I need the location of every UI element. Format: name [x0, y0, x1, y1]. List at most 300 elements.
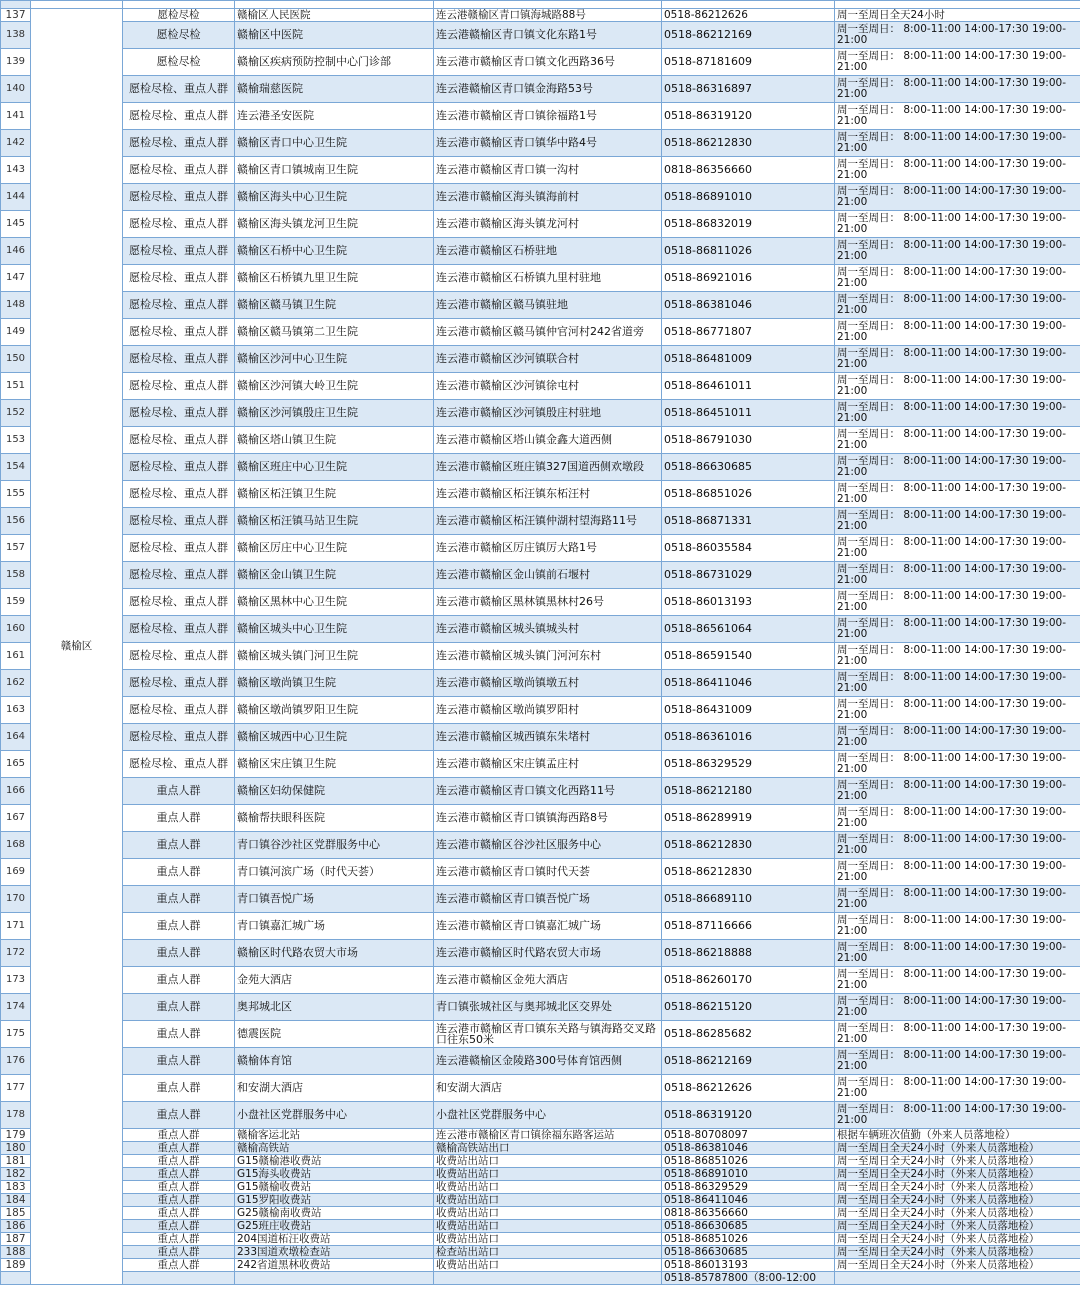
- hours-cell[interactable]: 周一至周日全天24小时（外来人员落地检）: [835, 1220, 1080, 1233]
- address-cell[interactable]: 连云港市赣榆区青口镇华中路4号: [434, 130, 662, 157]
- address-cell[interactable]: 连云港赣榆区金陵路300号体育馆西侧: [434, 1048, 662, 1075]
- phone-cell[interactable]: 0518-86285682: [662, 1021, 835, 1048]
- type-cell[interactable]: 重点人群: [123, 859, 235, 886]
- row-number[interactable]: 142: [1, 130, 31, 157]
- name-cell[interactable]: 赣榆区赣马镇第二卫生院: [235, 319, 434, 346]
- type-cell[interactable]: 重点人群: [123, 1129, 235, 1142]
- phone-cell[interactable]: 0518-80708097: [662, 1129, 835, 1142]
- phone-cell[interactable]: 0518-86013193: [662, 589, 835, 616]
- hours-cell[interactable]: 周一至周日： 8:00-11:00 14:00-17:30 19:00-21:00: [835, 724, 1080, 751]
- phone-cell[interactable]: 0518-86319120: [662, 103, 835, 130]
- row-number[interactable]: 186: [1, 1220, 31, 1233]
- phone-cell[interactable]: 0518-86361016: [662, 724, 835, 751]
- address-cell[interactable]: 收费站出站口: [434, 1194, 662, 1207]
- row-number[interactable]: 153: [1, 427, 31, 454]
- hours-cell[interactable]: 周一至周日： 8:00-11:00 14:00-17:30 19:00-21:00: [835, 346, 1080, 373]
- type-cell[interactable]: 愿检尽检、重点人群: [123, 346, 235, 373]
- name-cell[interactable]: 赣榆区人民医院: [235, 9, 434, 22]
- row-number[interactable]: 174: [1, 994, 31, 1021]
- hours-cell[interactable]: 周一至周日： 8:00-11:00 14:00-17:30 19:00-21:00: [835, 184, 1080, 211]
- row-number[interactable]: 145: [1, 211, 31, 238]
- name-cell[interactable]: 赣榆区柘汪镇卫生院: [235, 481, 434, 508]
- hours-cell[interactable]: 周一至周日： 8:00-11:00 14:00-17:30 19:00-21:00: [835, 913, 1080, 940]
- hours-cell[interactable]: 周一至周日： 8:00-11:00 14:00-17:30 19:00-21:00: [835, 76, 1080, 103]
- hours-cell[interactable]: 周一至周日： 8:00-11:00 14:00-17:30 19:00-21:00: [835, 454, 1080, 481]
- address-cell[interactable]: 连云港市赣榆区青口镇时代天荟: [434, 859, 662, 886]
- hours-cell[interactable]: 周一至周日： 8:00-11:00 14:00-17:30 19:00-21:00: [835, 400, 1080, 427]
- hours-cell[interactable]: 周一至周日全天24小时（外来人员落地检）: [835, 1194, 1080, 1207]
- name-cell[interactable]: 赣榆区赣马镇卫生院: [235, 292, 434, 319]
- type-cell[interactable]: 愿检尽检、重点人群: [123, 508, 235, 535]
- row-number[interactable]: 182: [1, 1168, 31, 1181]
- name-cell[interactable]: 赣榆体育馆: [235, 1048, 434, 1075]
- name-cell[interactable]: 赣榆区宋庄镇卫生院: [235, 751, 434, 778]
- address-cell[interactable]: 连云港市赣榆区墩尚镇罗阳村: [434, 697, 662, 724]
- name-cell[interactable]: 赣榆区沙河中心卫生院: [235, 346, 434, 373]
- type-cell[interactable]: 愿检尽检、重点人群: [123, 103, 235, 130]
- type-cell[interactable]: 愿检尽检、重点人群: [123, 535, 235, 562]
- type-cell[interactable]: 愿检尽检、重点人群: [123, 697, 235, 724]
- type-cell[interactable]: 愿检尽检、重点人群: [123, 130, 235, 157]
- address-cell[interactable]: 连云港市赣榆区柘汪镇仲湖村望海路11号: [434, 508, 662, 535]
- type-cell[interactable]: 重点人群: [123, 805, 235, 832]
- name-cell[interactable]: G15赣榆港收费站: [235, 1155, 434, 1168]
- address-cell[interactable]: 连云港市赣榆区沙河镇殷庄村驻地: [434, 400, 662, 427]
- row-number[interactable]: 147: [1, 265, 31, 292]
- hours-cell[interactable]: 周一至周日全天24小时（外来人员落地检）: [835, 1155, 1080, 1168]
- phone-cell[interactable]: 0518-86215120: [662, 994, 835, 1021]
- row-number[interactable]: 141: [1, 103, 31, 130]
- row-number[interactable]: 152: [1, 400, 31, 427]
- hours-cell[interactable]: 周一至周日： 8:00-11:00 14:00-17:30 19:00-21:00: [835, 562, 1080, 589]
- phone-cell[interactable]: 0518-86481009: [662, 346, 835, 373]
- address-cell[interactable]: 收费站出站口: [434, 1155, 662, 1168]
- hours-cell[interactable]: 周一至周日全天24小时: [835, 9, 1080, 22]
- type-cell[interactable]: 愿检尽检、重点人群: [123, 751, 235, 778]
- name-cell[interactable]: 青口镇吾悦广场: [235, 886, 434, 913]
- name-cell[interactable]: 赣榆区墩尚镇罗阳卫生院: [235, 697, 434, 724]
- row-number[interactable]: 176: [1, 1048, 31, 1075]
- address-cell[interactable]: 和安湖大酒店: [434, 1075, 662, 1102]
- address-cell[interactable]: 连云港市赣榆区沙河镇联合村: [434, 346, 662, 373]
- type-cell[interactable]: 愿检尽检、重点人群: [123, 427, 235, 454]
- type-cell[interactable]: 重点人群: [123, 832, 235, 859]
- phone-cell[interactable]: 0518-86013193: [662, 1259, 835, 1272]
- type-cell[interactable]: 愿检尽检、重点人群: [123, 724, 235, 751]
- phone-cell[interactable]: 0518-86630685: [662, 1220, 835, 1233]
- name-cell[interactable]: 赣榆区妇幼保健院: [235, 778, 434, 805]
- hours-cell[interactable]: 周一至周日： 8:00-11:00 14:00-17:30 19:00-21:00: [835, 778, 1080, 805]
- row-number[interactable]: [1, 1272, 31, 1285]
- phone-cell[interactable]: 0518-86851026: [662, 1155, 835, 1168]
- hours-cell[interactable]: 周一至周日： 8:00-11:00 14:00-17:30 19:00-21:00: [835, 508, 1080, 535]
- address-cell[interactable]: 收费站出站口: [434, 1220, 662, 1233]
- address-cell[interactable]: 连云港赣榆区青口镇海城路88号: [434, 9, 662, 22]
- type-cell[interactable]: 重点人群: [123, 1194, 235, 1207]
- address-cell[interactable]: 连云港市赣榆区黑林镇黑林村26号: [434, 589, 662, 616]
- phone-cell[interactable]: 0518-86891010: [662, 1168, 835, 1181]
- type-cell[interactable]: 愿检尽检、重点人群: [123, 481, 235, 508]
- address-cell[interactable]: 连云港市赣榆区青口镇一沟村: [434, 157, 662, 184]
- name-cell[interactable]: 赣榆区海头中心卫生院: [235, 184, 434, 211]
- address-cell[interactable]: 连云港市赣榆区沙河镇徐屯村: [434, 373, 662, 400]
- phone-cell[interactable]: [662, 1, 835, 9]
- type-cell[interactable]: 重点人群: [123, 778, 235, 805]
- phone-cell[interactable]: 0518-86811026: [662, 238, 835, 265]
- type-cell[interactable]: 愿检尽检、重点人群: [123, 616, 235, 643]
- row-number[interactable]: 140: [1, 76, 31, 103]
- row-number[interactable]: 138: [1, 22, 31, 49]
- row-number[interactable]: 146: [1, 238, 31, 265]
- name-cell[interactable]: 204国道柘汪收费站: [235, 1233, 434, 1246]
- phone-cell[interactable]: 0518-86035584: [662, 535, 835, 562]
- address-cell[interactable]: 检查站出站口: [434, 1246, 662, 1259]
- name-cell[interactable]: [235, 1, 434, 9]
- row-number[interactable]: 183: [1, 1181, 31, 1194]
- hours-cell[interactable]: 周一至周日： 8:00-11:00 14:00-17:30 19:00-21:00: [835, 805, 1080, 832]
- type-cell[interactable]: 重点人群: [123, 967, 235, 994]
- row-number[interactable]: 156: [1, 508, 31, 535]
- phone-cell[interactable]: 0518-86891010: [662, 184, 835, 211]
- hours-cell[interactable]: 周一至周日： 8:00-11:00 14:00-17:30 19:00-21:00: [835, 886, 1080, 913]
- hours-cell[interactable]: 周一至周日全天24小时（外来人员落地检）: [835, 1246, 1080, 1259]
- hours-cell[interactable]: 周一至周日全天24小时（外来人员落地检）: [835, 1259, 1080, 1272]
- phone-cell[interactable]: 0518-86731029: [662, 562, 835, 589]
- name-cell[interactable]: 连云港圣安医院: [235, 103, 434, 130]
- type-cell[interactable]: 重点人群: [123, 1220, 235, 1233]
- row-number[interactable]: 161: [1, 643, 31, 670]
- address-cell[interactable]: 连云港市赣榆区赣马镇驻地: [434, 292, 662, 319]
- phone-cell[interactable]: 0518-86689110: [662, 886, 835, 913]
- name-cell[interactable]: 赣榆瑞慈医院: [235, 76, 434, 103]
- address-cell[interactable]: 连云港市赣榆区青口镇徐福东路客运站: [434, 1129, 662, 1142]
- phone-cell[interactable]: 0518-86212169: [662, 1048, 835, 1075]
- row-number[interactable]: 162: [1, 670, 31, 697]
- district-cell[interactable]: 赣榆区: [31, 9, 123, 1285]
- type-cell[interactable]: 愿检尽检、重点人群: [123, 562, 235, 589]
- row-number[interactable]: 158: [1, 562, 31, 589]
- address-cell[interactable]: 连云港市赣榆区墩尚镇墩五村: [434, 670, 662, 697]
- phone-cell[interactable]: 0518-86319120: [662, 1102, 835, 1129]
- name-cell[interactable]: 青口镇谷沙社区党群服务中心: [235, 832, 434, 859]
- type-cell[interactable]: 愿检尽检、重点人群: [123, 184, 235, 211]
- type-cell[interactable]: 重点人群: [123, 1181, 235, 1194]
- row-number[interactable]: 150: [1, 346, 31, 373]
- row-number[interactable]: 151: [1, 373, 31, 400]
- row-number[interactable]: 139: [1, 49, 31, 76]
- hours-cell[interactable]: 周一至周日全天24小时（外来人员落地检）: [835, 1233, 1080, 1246]
- type-cell[interactable]: 重点人群: [123, 913, 235, 940]
- name-cell[interactable]: 赣榆区柘汪镇马站卫生院: [235, 508, 434, 535]
- row-number[interactable]: 137: [1, 9, 31, 22]
- hours-cell[interactable]: 周一至周日： 8:00-11:00 14:00-17:30 19:00-21:00: [835, 697, 1080, 724]
- type-cell[interactable]: 愿检尽检、重点人群: [123, 265, 235, 292]
- phone-cell[interactable]: 0518-86316897: [662, 76, 835, 103]
- phone-cell[interactable]: 0518-86791030: [662, 427, 835, 454]
- hours-cell[interactable]: 根据车辆班次值勤（外来人员落地检）: [835, 1129, 1080, 1142]
- type-cell[interactable]: 愿检尽检: [123, 49, 235, 76]
- name-cell[interactable]: 赣榆区墩尚镇卫生院: [235, 670, 434, 697]
- name-cell[interactable]: 赣榆区海头镇龙河卫生院: [235, 211, 434, 238]
- name-cell[interactable]: 赣榆客运北站: [235, 1129, 434, 1142]
- address-cell[interactable]: 连云港市赣榆区班庄镇327国道西侧欢墩段: [434, 454, 662, 481]
- phone-cell[interactable]: 0518-86381046: [662, 1142, 835, 1155]
- name-cell[interactable]: 赣榆区金山镇卫生院: [235, 562, 434, 589]
- address-cell[interactable]: 连云港市赣榆区厉庄镇厉大路1号: [434, 535, 662, 562]
- address-cell[interactable]: 连云港市赣榆区塔山镇金鑫大道西侧: [434, 427, 662, 454]
- name-cell[interactable]: 赣榆区塔山镇卫生院: [235, 427, 434, 454]
- row-number[interactable]: 184: [1, 1194, 31, 1207]
- row-number[interactable]: 175: [1, 1021, 31, 1048]
- type-cell[interactable]: 愿检尽检、重点人群: [123, 400, 235, 427]
- name-cell[interactable]: G15赣榆收费站: [235, 1181, 434, 1194]
- address-cell[interactable]: 连云港市赣榆区柘汪镇东柘汪村: [434, 481, 662, 508]
- address-cell[interactable]: 连云港市赣榆区青口镇嘉汇城广场: [434, 913, 662, 940]
- phone-cell[interactable]: 0518-86260170: [662, 967, 835, 994]
- phone-cell[interactable]: 0518-86591540: [662, 643, 835, 670]
- row-number[interactable]: 188: [1, 1246, 31, 1259]
- address-cell[interactable]: 连云港市赣榆区青口镇镇海西路8号: [434, 805, 662, 832]
- name-cell[interactable]: 赣榆区黑林中心卫生院: [235, 589, 434, 616]
- phone-cell[interactable]: 0518-86832019: [662, 211, 835, 238]
- type-cell[interactable]: [123, 1272, 235, 1285]
- phone-cell[interactable]: 0518-86212180: [662, 778, 835, 805]
- phone-cell[interactable]: 0518-86871331: [662, 508, 835, 535]
- phone-cell[interactable]: 0518-86212830: [662, 130, 835, 157]
- row-number[interactable]: 149: [1, 319, 31, 346]
- row-number[interactable]: 165: [1, 751, 31, 778]
- name-cell[interactable]: G25赣榆南收费站: [235, 1207, 434, 1220]
- address-cell[interactable]: 收费站出站口: [434, 1233, 662, 1246]
- address-cell[interactable]: 连云港市赣榆区谷沙社区服务中心: [434, 832, 662, 859]
- phone-cell[interactable]: 0518-86329529: [662, 751, 835, 778]
- phone-cell[interactable]: 0518-86431009: [662, 697, 835, 724]
- hours-cell[interactable]: 周一至周日： 8:00-11:00 14:00-17:30 19:00-21:00: [835, 49, 1080, 76]
- row-number[interactable]: 155: [1, 481, 31, 508]
- hours-cell[interactable]: 周一至周日： 8:00-11:00 14:00-17:30 19:00-21:00: [835, 292, 1080, 319]
- name-cell[interactable]: 赣榆高铁站: [235, 1142, 434, 1155]
- address-cell[interactable]: 连云港市赣榆区赣马镇仲官河村242省道旁: [434, 319, 662, 346]
- address-cell[interactable]: 收费站出站口: [434, 1181, 662, 1194]
- phone-cell[interactable]: 0518-86218888: [662, 940, 835, 967]
- address-cell[interactable]: 连云港市赣榆区青口镇吾悦广场: [434, 886, 662, 913]
- name-cell[interactable]: 赣榆区石桥中心卫生院: [235, 238, 434, 265]
- row-number[interactable]: 189: [1, 1259, 31, 1272]
- type-cell[interactable]: 愿检尽检、重点人群: [123, 373, 235, 400]
- hours-cell[interactable]: 周一至周日： 8:00-11:00 14:00-17:30 19:00-21:00: [835, 157, 1080, 184]
- name-cell[interactable]: 赣榆区城头镇门河卫生院: [235, 643, 434, 670]
- row-number[interactable]: 180: [1, 1142, 31, 1155]
- phone-cell[interactable]: 0518-86289919: [662, 805, 835, 832]
- hours-cell[interactable]: [835, 1, 1080, 9]
- address-cell[interactable]: 小盘社区党群服务中心: [434, 1102, 662, 1129]
- address-cell[interactable]: 连云港市赣榆区金山镇前石堰村: [434, 562, 662, 589]
- row-number[interactable]: 185: [1, 1207, 31, 1220]
- address-cell[interactable]: 赣榆高铁站出口: [434, 1142, 662, 1155]
- hours-cell[interactable]: 周一至周日： 8:00-11:00 14:00-17:30 19:00-21:00: [835, 130, 1080, 157]
- hours-cell[interactable]: 周一至周日： 8:00-11:00 14:00-17:30 19:00-21:00: [835, 589, 1080, 616]
- address-cell[interactable]: 连云港市赣榆区石桥镇九里村驻地: [434, 265, 662, 292]
- row-number[interactable]: 166: [1, 778, 31, 805]
- row-number[interactable]: 171: [1, 913, 31, 940]
- phone-cell[interactable]: 0518-86411046: [662, 670, 835, 697]
- row-number[interactable]: 181: [1, 1155, 31, 1168]
- name-cell[interactable]: 赣榆区城头中心卫生院: [235, 616, 434, 643]
- address-cell[interactable]: 连云港市赣榆区宋庄镇孟庄村: [434, 751, 662, 778]
- phone-cell[interactable]: 0818-86356660: [662, 1207, 835, 1220]
- address-cell[interactable]: 连云港市赣榆区青口镇东关路与镇海路交叉路口往东50米: [434, 1021, 662, 1048]
- name-cell[interactable]: 赣榆区青口镇城南卫生院: [235, 157, 434, 184]
- row-number[interactable]: 168: [1, 832, 31, 859]
- address-cell[interactable]: [434, 1, 662, 9]
- type-cell[interactable]: 愿检尽检、重点人群: [123, 211, 235, 238]
- type-cell[interactable]: 重点人群: [123, 1246, 235, 1259]
- hours-cell[interactable]: 周一至周日： 8:00-11:00 14:00-17:30 19:00-21:00: [835, 994, 1080, 1021]
- name-cell[interactable]: [235, 1272, 434, 1285]
- row-number[interactable]: [1, 1, 31, 9]
- name-cell[interactable]: 233国道欢墩检查站: [235, 1246, 434, 1259]
- phone-cell[interactable]: 0518-86461011: [662, 373, 835, 400]
- hours-cell[interactable]: 周一至周日： 8:00-11:00 14:00-17:30 19:00-21:00: [835, 535, 1080, 562]
- row-number[interactable]: 172: [1, 940, 31, 967]
- hours-cell[interactable]: 周一至周日全天24小时（外来人员落地检）: [835, 1142, 1080, 1155]
- row-number[interactable]: 143: [1, 157, 31, 184]
- row-number[interactable]: 178: [1, 1102, 31, 1129]
- type-cell[interactable]: 重点人群: [123, 1021, 235, 1048]
- hours-cell[interactable]: 周一至周日： 8:00-11:00 14:00-17:30 19:00-21:00: [835, 373, 1080, 400]
- type-cell[interactable]: [123, 1, 235, 9]
- address-cell[interactable]: 连云港市赣榆区青口镇徐福路1号: [434, 103, 662, 130]
- hours-cell[interactable]: 周一至周日全天24小时（外来人员落地检）: [835, 1168, 1080, 1181]
- phone-cell[interactable]: 0518-87116666: [662, 913, 835, 940]
- hours-cell[interactable]: 周一至周日： 8:00-11:00 14:00-17:30 19:00-21:00: [835, 22, 1080, 49]
- row-number[interactable]: 154: [1, 454, 31, 481]
- row-number[interactable]: 148: [1, 292, 31, 319]
- hours-cell[interactable]: 周一至周日全天24小时（外来人员落地检）: [835, 1207, 1080, 1220]
- type-cell[interactable]: 愿检尽检、重点人群: [123, 238, 235, 265]
- type-cell[interactable]: 重点人群: [123, 1048, 235, 1075]
- name-cell[interactable]: G15海头收费站: [235, 1168, 434, 1181]
- phone-cell[interactable]: 0518-86851026: [662, 1233, 835, 1246]
- hours-cell[interactable]: 周一至周日： 8:00-11:00 14:00-17:30 19:00-21:00: [835, 481, 1080, 508]
- type-cell[interactable]: 愿检尽检、重点人群: [123, 292, 235, 319]
- address-cell[interactable]: 连云港市赣榆区青口镇文化西路36号: [434, 49, 662, 76]
- hours-cell[interactable]: 周一至周日： 8:00-11:00 14:00-17:30 19:00-21:00: [835, 1048, 1080, 1075]
- type-cell[interactable]: 重点人群: [123, 1075, 235, 1102]
- type-cell[interactable]: 重点人群: [123, 1168, 235, 1181]
- phone-cell[interactable]: 0518-86411046: [662, 1194, 835, 1207]
- type-cell[interactable]: 愿检尽检: [123, 9, 235, 22]
- row-number[interactable]: 144: [1, 184, 31, 211]
- hours-cell[interactable]: 周一至周日： 8:00-11:00 14:00-17:30 19:00-21:00: [835, 940, 1080, 967]
- row-number[interactable]: 157: [1, 535, 31, 562]
- address-cell[interactable]: 收费站出站口: [434, 1207, 662, 1220]
- row-number[interactable]: 187: [1, 1233, 31, 1246]
- address-cell[interactable]: 连云港市赣榆区时代路农贸大市场: [434, 940, 662, 967]
- name-cell[interactable]: 赣榆区石桥镇九里卫生院: [235, 265, 434, 292]
- address-cell[interactable]: [434, 1272, 662, 1285]
- phone-cell[interactable]: 0518-86212830: [662, 859, 835, 886]
- name-cell[interactable]: 赣榆区沙河镇大岭卫生院: [235, 373, 434, 400]
- row-number[interactable]: 170: [1, 886, 31, 913]
- hours-cell[interactable]: 周一至周日： 8:00-11:00 14:00-17:30 19:00-21:00: [835, 1102, 1080, 1129]
- name-cell[interactable]: G25班庄收费站: [235, 1220, 434, 1233]
- address-cell[interactable]: 连云港市赣榆区城头镇城头村: [434, 616, 662, 643]
- address-cell[interactable]: 连云港市赣榆区海头镇海前村: [434, 184, 662, 211]
- address-cell[interactable]: 连云港市赣榆区金苑大酒店: [434, 967, 662, 994]
- name-cell[interactable]: 赣榆区青口中心卫生院: [235, 130, 434, 157]
- hours-cell[interactable]: 周一至周日： 8:00-11:00 14:00-17:30 19:00-21:00: [835, 643, 1080, 670]
- district-cell[interactable]: [31, 1, 123, 9]
- type-cell[interactable]: 愿检尽检、重点人群: [123, 589, 235, 616]
- row-number[interactable]: 179: [1, 1129, 31, 1142]
- hours-cell[interactable]: 周一至周日： 8:00-11:00 14:00-17:30 19:00-21:00: [835, 670, 1080, 697]
- hours-cell[interactable]: 周一至周日： 8:00-11:00 14:00-17:30 19:00-21:00: [835, 751, 1080, 778]
- type-cell[interactable]: 愿检尽检、重点人群: [123, 670, 235, 697]
- address-cell[interactable]: 连云港市赣榆区城西镇东朱堵村: [434, 724, 662, 751]
- name-cell[interactable]: 金苑大酒店: [235, 967, 434, 994]
- phone-cell[interactable]: 0518-86381046: [662, 292, 835, 319]
- name-cell[interactable]: 小盘社区党群服务中心: [235, 1102, 434, 1129]
- type-cell[interactable]: 愿检尽检、重点人群: [123, 157, 235, 184]
- hours-cell[interactable]: 周一至周日全天24小时（外来人员落地检）: [835, 1181, 1080, 1194]
- name-cell[interactable]: 青口镇河滨广场（时代天荟）: [235, 859, 434, 886]
- row-number[interactable]: 177: [1, 1075, 31, 1102]
- type-cell[interactable]: 重点人群: [123, 1142, 235, 1155]
- phone-cell[interactable]: 0518-86851026: [662, 481, 835, 508]
- type-cell[interactable]: 重点人群: [123, 994, 235, 1021]
- row-number[interactable]: 167: [1, 805, 31, 832]
- hours-cell[interactable]: 周一至周日： 8:00-11:00 14:00-17:30 19:00-21:00: [835, 427, 1080, 454]
- address-cell[interactable]: 收费站出站口: [434, 1259, 662, 1272]
- type-cell[interactable]: 愿检尽检、重点人群: [123, 643, 235, 670]
- hours-cell[interactable]: 周一至周日： 8:00-11:00 14:00-17:30 19:00-21:00: [835, 319, 1080, 346]
- hours-cell[interactable]: 周一至周日： 8:00-11:00 14:00-17:30 19:00-21:00: [835, 103, 1080, 130]
- phone-cell[interactable]: 0518-86771807: [662, 319, 835, 346]
- phone-cell[interactable]: 0518-86561064: [662, 616, 835, 643]
- address-cell[interactable]: 连云港赣榆区青口镇金海路53号: [434, 76, 662, 103]
- type-cell[interactable]: 重点人群: [123, 1259, 235, 1272]
- row-number[interactable]: 163: [1, 697, 31, 724]
- name-cell[interactable]: 赣榆区城西中心卫生院: [235, 724, 434, 751]
- phone-cell[interactable]: 0518-87181609: [662, 49, 835, 76]
- type-cell[interactable]: 重点人群: [123, 1102, 235, 1129]
- type-cell[interactable]: 重点人群: [123, 940, 235, 967]
- hours-cell[interactable]: 周一至周日： 8:00-11:00 14:00-17:30 19:00-21:00: [835, 967, 1080, 994]
- name-cell[interactable]: 德震医院: [235, 1021, 434, 1048]
- name-cell[interactable]: 奥邦城北区: [235, 994, 434, 1021]
- address-cell[interactable]: 青口镇张城社区与奥邦城北区交界处: [434, 994, 662, 1021]
- address-cell[interactable]: 连云港市赣榆区青口镇文化西路11号: [434, 778, 662, 805]
- address-cell[interactable]: 连云港市赣榆区石桥驻地: [434, 238, 662, 265]
- phone-cell[interactable]: 0518-86212830: [662, 832, 835, 859]
- phone-cell[interactable]: 0518-86329529: [662, 1181, 835, 1194]
- type-cell[interactable]: 重点人群: [123, 1155, 235, 1168]
- name-cell[interactable]: 赣榆区厉庄中心卫生院: [235, 535, 434, 562]
- name-cell[interactable]: 青口镇嘉汇城广场: [235, 913, 434, 940]
- row-number[interactable]: 160: [1, 616, 31, 643]
- name-cell[interactable]: 赣榆帮扶眼科医院: [235, 805, 434, 832]
- address-cell[interactable]: 连云港市赣榆区城头镇门河河东村: [434, 643, 662, 670]
- type-cell[interactable]: 愿检尽检、重点人群: [123, 454, 235, 481]
- name-cell[interactable]: 赣榆区中医院: [235, 22, 434, 49]
- hours-cell[interactable]: 周一至周日： 8:00-11:00 14:00-17:30 19:00-21:00: [835, 211, 1080, 238]
- name-cell[interactable]: 赣榆区时代路农贸大市场: [235, 940, 434, 967]
- type-cell[interactable]: 重点人群: [123, 1207, 235, 1220]
- phone-cell[interactable]: 0518-86212626: [662, 9, 835, 22]
- type-cell[interactable]: 重点人群: [123, 886, 235, 913]
- phone-cell[interactable]: 0518-86451011: [662, 400, 835, 427]
